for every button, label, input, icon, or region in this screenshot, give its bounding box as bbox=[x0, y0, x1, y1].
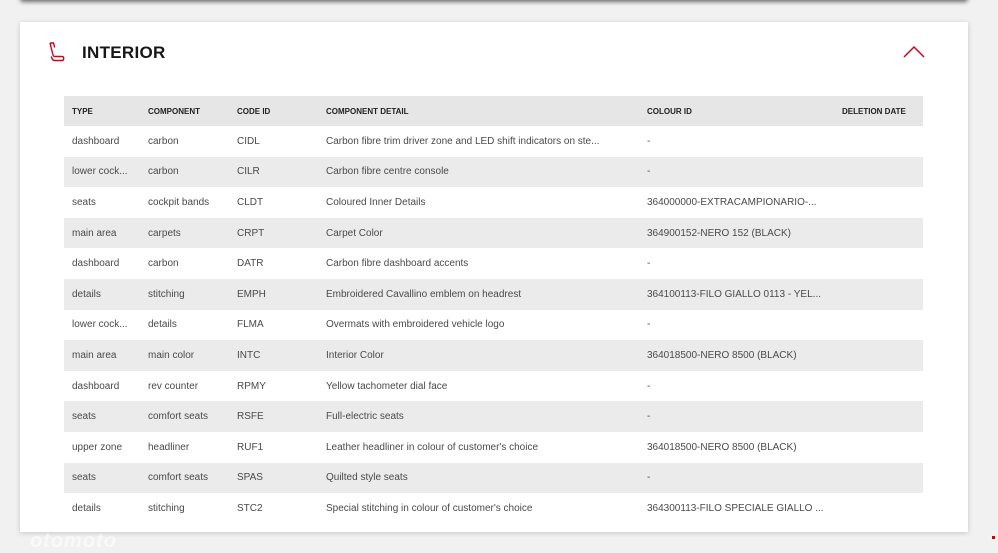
cell-deletion-date bbox=[834, 248, 923, 279]
table-row bbox=[64, 218, 923, 249]
cell-colour-id: - bbox=[639, 463, 834, 494]
cell-deletion-date bbox=[834, 310, 923, 341]
table-row bbox=[64, 279, 923, 310]
cell-component: carbon bbox=[148, 258, 179, 270]
cell-type: dashboard bbox=[72, 135, 120, 147]
table-row bbox=[64, 126, 923, 157]
cell-type: seats bbox=[64, 401, 140, 432]
cell-component-detail: Carpet Color bbox=[318, 218, 639, 249]
table-row bbox=[64, 463, 923, 494]
cell-code-id: CLDT bbox=[237, 196, 264, 208]
cell-component: rev counter bbox=[148, 380, 199, 392]
seat-icon bbox=[47, 41, 67, 63]
cell-code-id: RUF1 bbox=[237, 441, 264, 453]
cell-component: headliner bbox=[148, 441, 190, 453]
cell-component-detail: Quilted style seats bbox=[318, 463, 639, 494]
cell-colour-id: - bbox=[647, 380, 651, 392]
section-header[interactable] bbox=[20, 22, 968, 84]
chevron-up-icon[interactable] bbox=[902, 44, 926, 60]
cell-component: cockpit bands bbox=[148, 196, 210, 208]
cell-code-id: RSFE bbox=[229, 401, 318, 432]
cell-component: comfort seats bbox=[140, 401, 229, 432]
interior-table bbox=[64, 96, 923, 524]
cell-deletion-date bbox=[834, 493, 923, 524]
cell-code-id: RPMY bbox=[237, 380, 266, 392]
cell-code-id: EMPH bbox=[229, 279, 318, 310]
table-row bbox=[64, 371, 923, 402]
watermark-logo: otomoto bbox=[30, 530, 117, 552]
interior-section-card bbox=[20, 22, 968, 552]
cell-colour-id: 364300113-FILO SPECIALE GIALLO ... bbox=[647, 502, 824, 514]
cell-colour-id: 364100113-FILO GIALLO 0113 - YEL... bbox=[639, 279, 834, 310]
cell-component: stitching bbox=[148, 502, 185, 514]
cell-component-detail: Leather headliner in colour of customer's choice bbox=[326, 441, 539, 453]
table-row bbox=[64, 157, 923, 188]
cell-component-detail: Interior Color bbox=[318, 340, 639, 371]
cell-code-id: DATR bbox=[237, 258, 264, 270]
cell-deletion-date bbox=[834, 340, 923, 371]
cell-type: main area bbox=[64, 340, 140, 371]
table-header-row bbox=[64, 96, 923, 126]
column-header-component-detail: COMPONENT DETAIL bbox=[318, 96, 639, 126]
cell-type: seats bbox=[72, 196, 96, 208]
cell-type: main area bbox=[64, 218, 140, 249]
cell-type: lower cock... bbox=[64, 157, 140, 188]
cell-deletion-date bbox=[834, 432, 923, 463]
cell-component-detail: Carbon fibre dashboard accents bbox=[326, 258, 469, 270]
cell-code-id: FLMA bbox=[237, 319, 264, 331]
cell-deletion-date bbox=[834, 463, 923, 494]
cell-component: main color bbox=[140, 340, 229, 371]
column-header-deletion-date: DELETION DATE bbox=[834, 96, 923, 126]
cell-colour-id: - bbox=[647, 135, 651, 147]
table-row bbox=[64, 310, 923, 341]
cell-colour-id: - bbox=[647, 319, 651, 331]
cell-component-detail: Yellow tachometer dial face bbox=[326, 380, 448, 392]
cell-component-detail: Carbon fibre trim driver zone and LED shift indicators on ste... bbox=[326, 135, 600, 147]
cell-component: carbon bbox=[148, 135, 179, 147]
cell-colour-id: - bbox=[639, 157, 834, 188]
cell-component-detail: Carbon fibre centre console bbox=[318, 157, 639, 188]
cell-deletion-date bbox=[834, 401, 923, 432]
cell-component: carbon bbox=[140, 157, 229, 188]
cell-deletion-date bbox=[834, 371, 923, 402]
cell-colour-id: 364018500-NERO 8500 (BLACK) bbox=[639, 340, 834, 371]
cell-deletion-date bbox=[834, 126, 923, 157]
cell-component: comfort seats bbox=[140, 463, 229, 494]
cell-type: lower cock... bbox=[72, 319, 128, 331]
cell-type: upper zone bbox=[72, 441, 123, 453]
cell-component-detail: Embroidered Cavallino emblem on headrest bbox=[318, 279, 639, 310]
section-title: INTERIOR bbox=[82, 43, 166, 62]
cell-code-id: INTC bbox=[229, 340, 318, 371]
cell-colour-id: 364000000-EXTRACAMPIONARIO-... bbox=[647, 196, 817, 208]
cell-component-detail: Full-electric seats bbox=[318, 401, 639, 432]
cell-code-id: CRPT bbox=[229, 218, 318, 249]
table-body bbox=[64, 126, 923, 524]
cell-component-detail: Special stitching in colour of customer's choice bbox=[326, 502, 533, 514]
cell-deletion-date bbox=[834, 279, 923, 310]
cell-component-detail: Coloured Inner Details bbox=[326, 196, 426, 208]
column-header-component: COMPONENT bbox=[140, 96, 229, 126]
cell-component: stitching bbox=[140, 279, 229, 310]
cell-code-id: CILR bbox=[229, 157, 318, 188]
cell-deletion-date bbox=[834, 157, 923, 188]
cell-component: details bbox=[148, 319, 177, 331]
cell-colour-id: - bbox=[639, 401, 834, 432]
cell-type: dashboard bbox=[72, 380, 120, 392]
table-row bbox=[64, 248, 923, 279]
cell-colour-id: 364900152-NERO 152 (BLACK) bbox=[639, 218, 834, 249]
cell-code-id: CIDL bbox=[237, 135, 260, 147]
corner-dot bbox=[992, 536, 995, 539]
column-header-colour-id: COLOUR ID bbox=[639, 96, 834, 126]
cell-code-id: SPAS bbox=[229, 463, 318, 494]
cell-type: seats bbox=[64, 463, 140, 494]
cell-code-id: STC2 bbox=[237, 502, 263, 514]
cell-type: details bbox=[64, 279, 140, 310]
cell-deletion-date bbox=[834, 218, 923, 249]
cell-component-detail: Overmats with embroidered vehicle logo bbox=[326, 319, 505, 331]
table-row bbox=[64, 432, 923, 463]
table-row bbox=[64, 187, 923, 218]
table-row bbox=[64, 340, 923, 371]
table-row bbox=[64, 401, 923, 432]
cell-type: dashboard bbox=[72, 258, 120, 270]
cell-deletion-date bbox=[834, 187, 923, 218]
column-header-type: TYPE bbox=[64, 96, 140, 126]
cell-colour-id: 364018500-NERO 8500 (BLACK) bbox=[647, 441, 797, 453]
cell-colour-id: - bbox=[647, 258, 651, 270]
cell-component: carpets bbox=[140, 218, 229, 249]
table-row bbox=[64, 493, 923, 524]
cell-type: details bbox=[72, 502, 101, 514]
column-header-code-id: CODE ID bbox=[229, 96, 318, 126]
